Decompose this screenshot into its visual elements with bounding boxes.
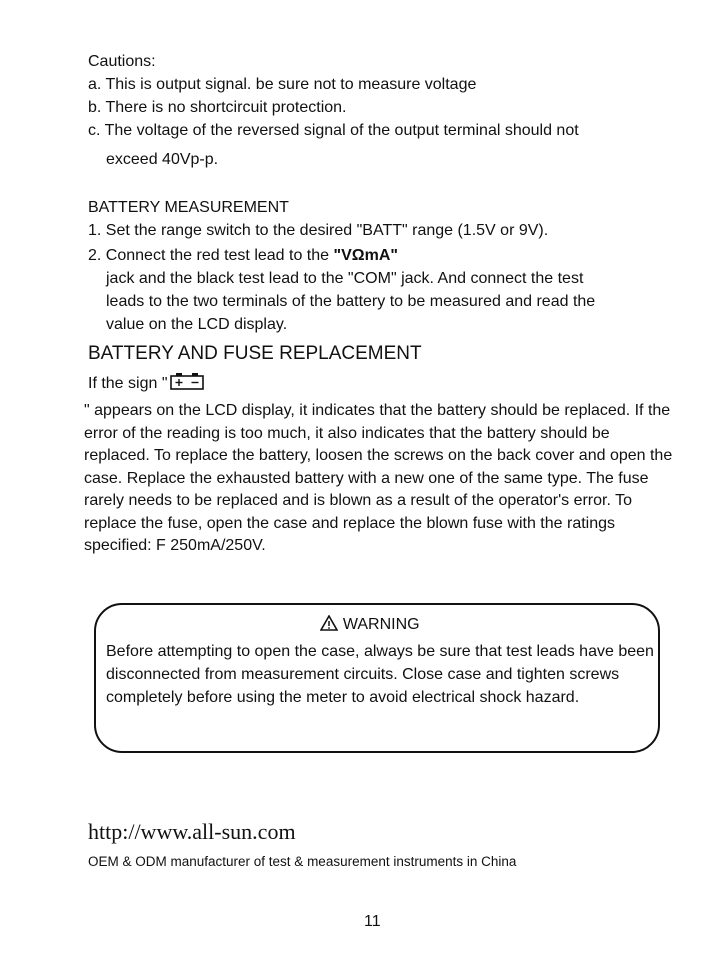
battery-step-2-line-4: value on the LCD display. (106, 316, 288, 333)
caution-b: b. There is no shortcircuit protection. (88, 99, 347, 116)
battery-step-2-line-3: leads to the two terminals of the battery to be measured and read the (106, 293, 596, 310)
warning-title: WARNING (342, 616, 420, 633)
battery-measurement-heading: BATTERY MEASUREMENT (88, 199, 289, 216)
battery-sign-line (88, 372, 204, 396)
vohm-ma-jack-label: "VΩmA" (333, 247, 398, 264)
warning-text: Before attempting to open the case, always be sure that test leads have been disconnected from measurement circuits. Close case and tighten screws completely before using the meter to avoid electrical shock hazard. (106, 643, 654, 706)
caution-c-continued: exceed 40Vp-p. (106, 151, 219, 168)
caution-a: a. This is output signal. be sure not to measure voltage (88, 76, 477, 93)
battery-step-2-text: 2. Connect the red test lead to the (88, 247, 334, 264)
warning-triangle-icon (320, 616, 338, 633)
battery-step-1: 1. Set the range switch to the desired "BATT" range (1.5V or 9V). (88, 222, 549, 239)
battery-low-icon (170, 372, 204, 396)
battery-step-2-line-2: jack and the black test lead to the "COM" jack. And connect the test (106, 270, 584, 287)
battery-step-2-line-1 (88, 246, 398, 266)
replacement-paragraph: " appears on the LCD display, it indicates that the battery should be replaced. If the error of the reading is too much, it also indicates that the battery should be replaced. To replace the battery, loosen the screws on the back cover and open the case. Replace the exhausted battery with a new one of the same type. The fuse rarely needs to be replaced and is blown as a result of the operator's error. To replace the fuse, open the case and replace the blown fuse with the ratings specified: F 250mA/250V. (84, 402, 673, 554)
page-number: 11 (364, 913, 381, 930)
replacement-heading: BATTERY AND FUSE REPLACEMENT (88, 343, 422, 364)
warning-title-row (0, 615, 720, 634)
cautions-heading: Cautions: (88, 53, 156, 70)
website-link[interactable]: http://www.all-sun.com (88, 819, 296, 844)
caution-c: c. The voltage of the reversed signal of the output terminal should not (88, 122, 579, 139)
footer-tagline: OEM & ODM manufacturer of test & measurement instruments in China (88, 854, 517, 869)
sign-prefix: If the sign " (88, 375, 168, 393)
